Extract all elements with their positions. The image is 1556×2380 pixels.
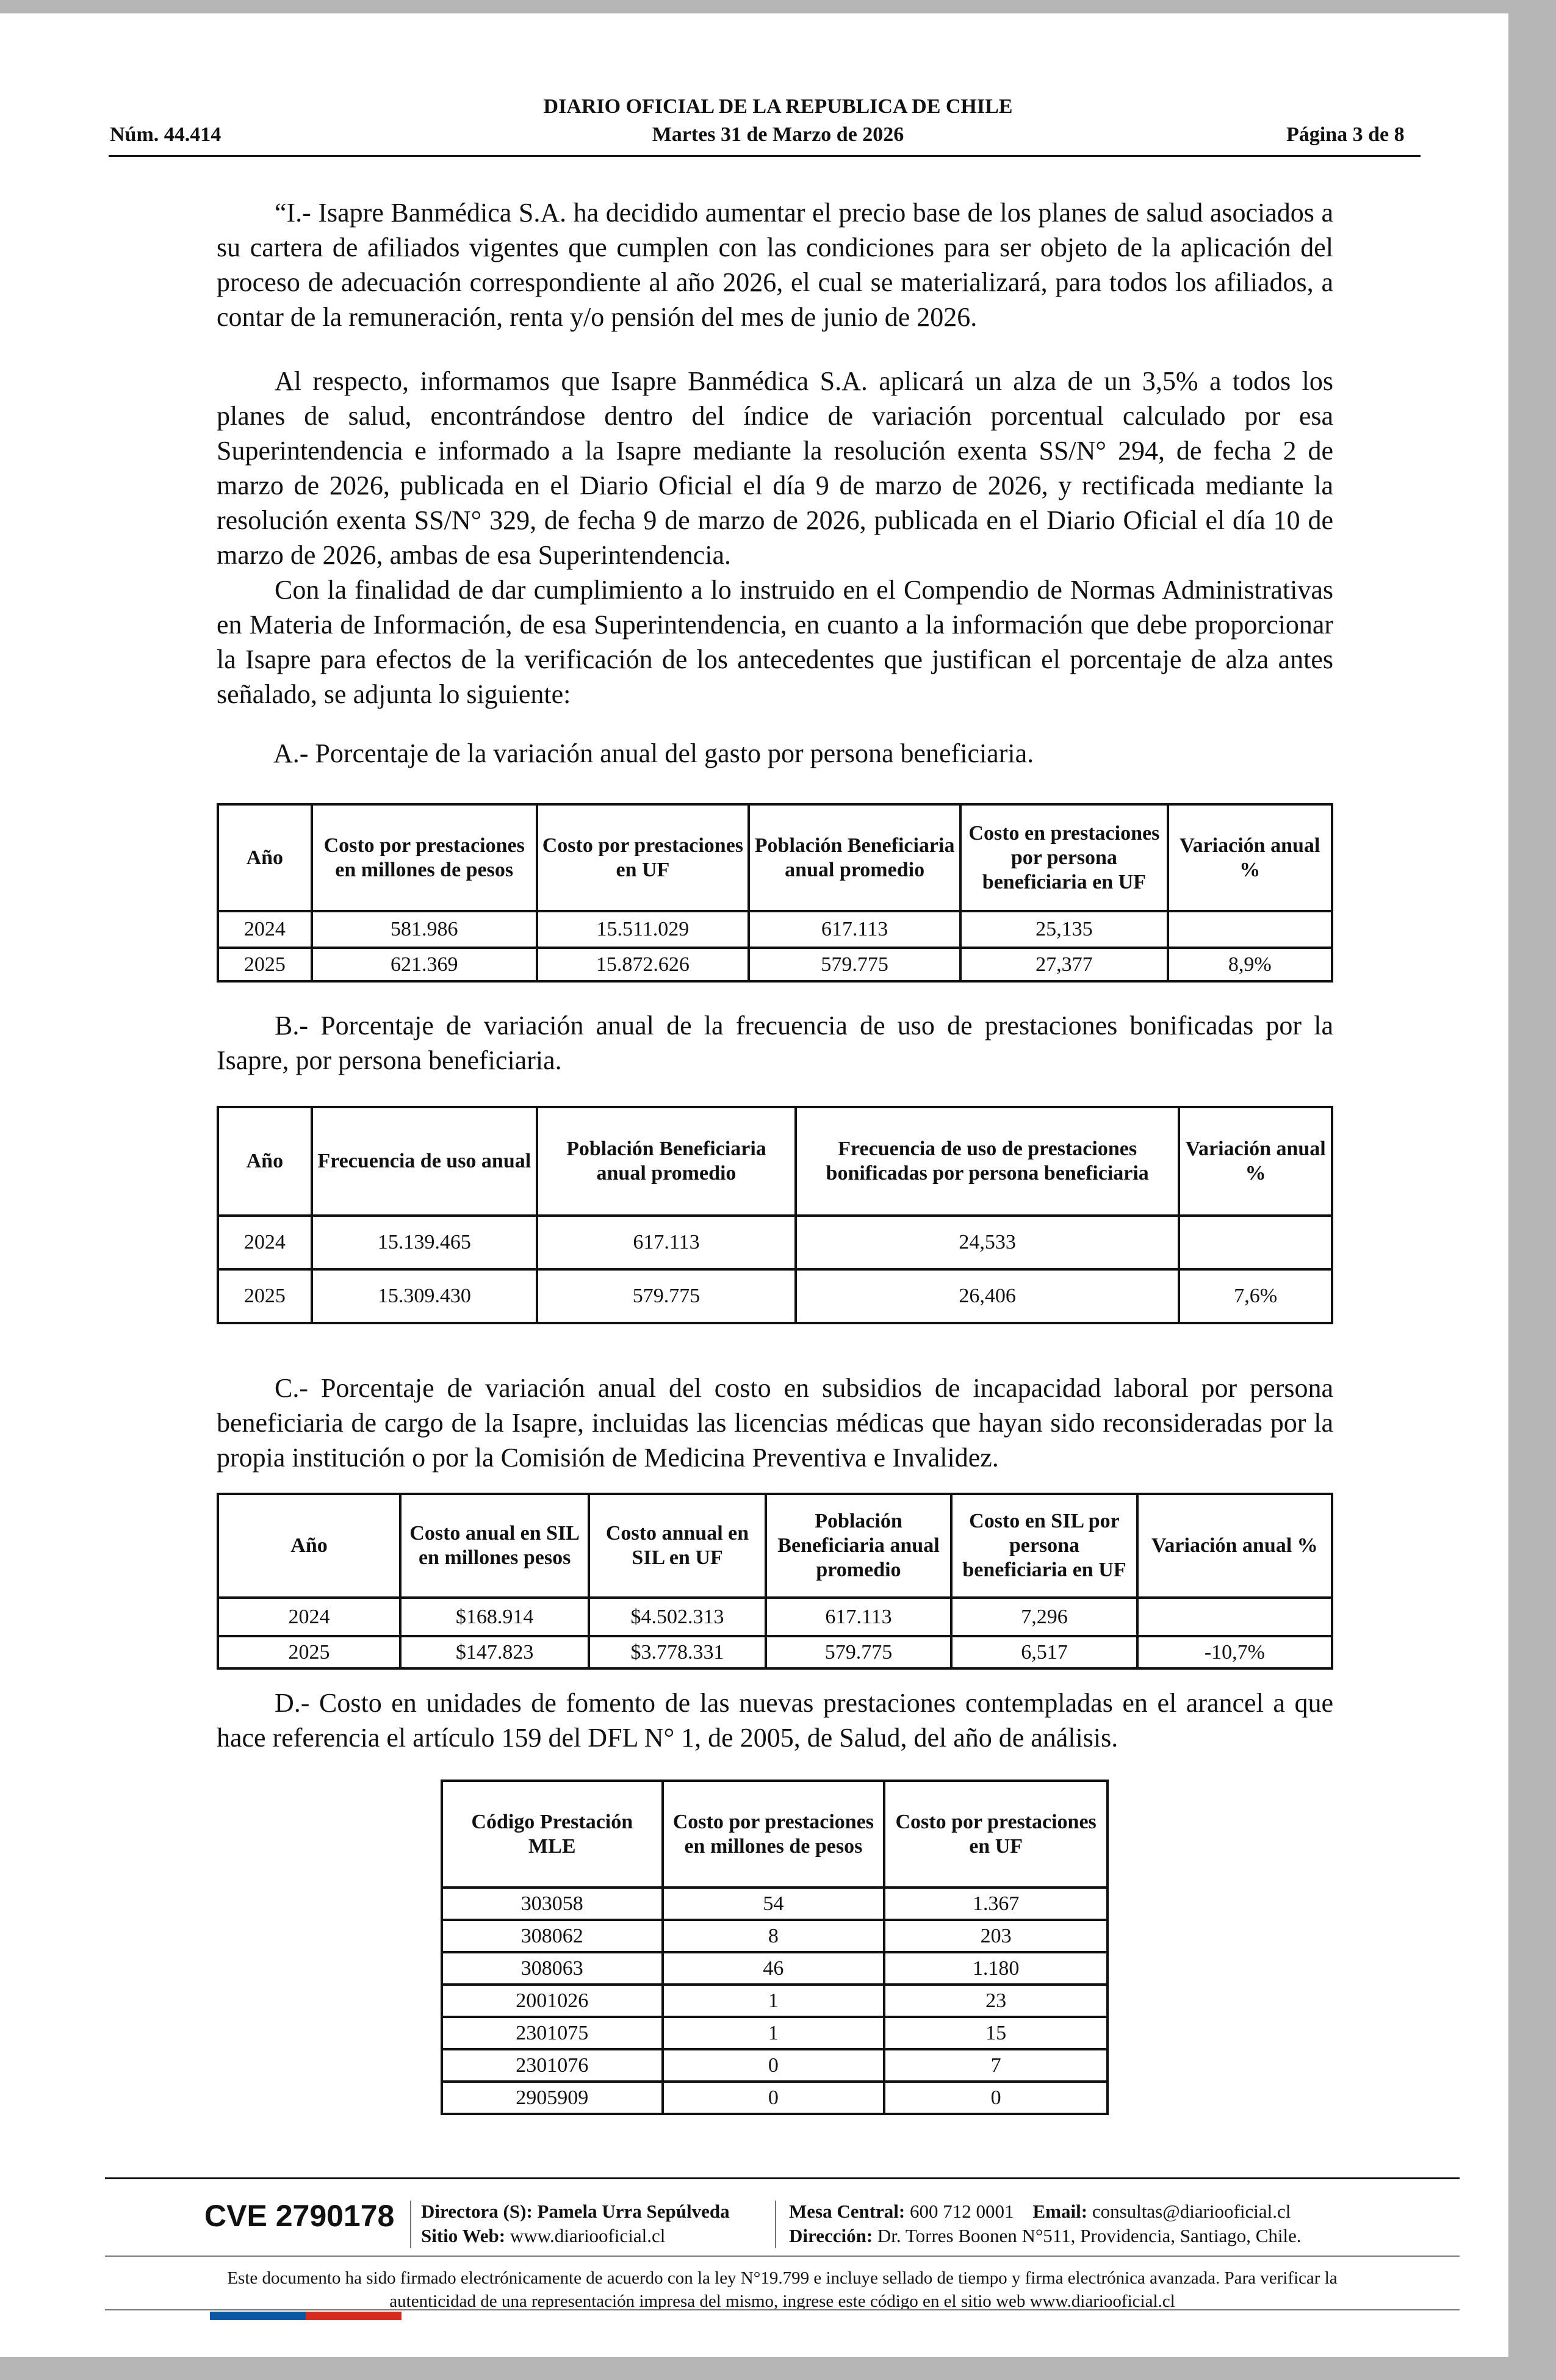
web-link[interactable]: www.diariooficial.cl: [510, 2225, 666, 2246]
section-b-heading: B.- Porcentaje de variación anual de la frecuencia de uso de prestaciones bonificadas por la Isapre, por persona beneficiaria.: [217, 1011, 1333, 1075]
table-d-header: Código Prestación MLE: [442, 1781, 663, 1888]
table-cell: 1.367: [884, 1888, 1108, 1920]
table-cell: 617.113: [766, 1598, 951, 1636]
table-cell: 0: [663, 2049, 885, 2082]
table-b-header: Frecuencia de uso anual: [312, 1107, 537, 1216]
director-label: Directora (S):: [421, 2201, 533, 2222]
header-rule: [109, 155, 1421, 157]
table-cell: 15.511.029: [537, 911, 749, 948]
table-cell: 15: [884, 2017, 1108, 2049]
footer-rule-middle: [105, 2256, 1460, 2257]
table-d-header: Costo por prestaciones en UF: [884, 1781, 1108, 1888]
table-row: [218, 1598, 1332, 1636]
paragraph-1-text: “I.- Isapre Banmédica S.A. ha decidido aumentar el precio base de los planes de salud asociados a su cartera de afiliados vigentes que cumplen con las condiciones para ser objeto de la aplicación del proceso de adecuación correspondiente al año 2026, el cual se materializará, para todos los afiliados, a contar de la remuneración, renta y/o pensión del mes de junio de 2026.: [217, 198, 1333, 332]
table-cell: 15.309.430: [312, 1269, 537, 1323]
table-a-header: Costo por prestaciones en UF: [537, 804, 749, 911]
table-cell: 24,533: [796, 1216, 1179, 1269]
page-number: Página 3 de 8: [1286, 123, 1405, 146]
address-value: Dr. Torres Boonen N°511, Providencia, Santiago, Chile.: [877, 2225, 1302, 2246]
table-cell: 26,406: [796, 1269, 1179, 1323]
table-cell: 46: [663, 1952, 885, 1985]
table-cell: 0: [884, 2082, 1108, 2114]
table-a-header: Población Beneficiaria anual promedio: [749, 804, 960, 911]
table-cell: 308063: [442, 1952, 663, 1985]
table-row: [442, 1920, 1108, 1952]
table-cell: $3.778.331: [589, 1636, 765, 1668]
table-cell: 6,517: [951, 1636, 1137, 1668]
director-line: [421, 2199, 730, 2224]
contact-line: [789, 2199, 1291, 2224]
flag-stripe-red: [306, 2312, 402, 2320]
table-row: [442, 1952, 1108, 1985]
table-cell: [1179, 1216, 1332, 1269]
table-a-header: Año: [218, 804, 312, 911]
address-label: Dirección:: [789, 2225, 873, 2246]
table-cell: 303058: [442, 1888, 663, 1920]
table-cell: 579.775: [537, 1269, 796, 1323]
table-b: [217, 1106, 1333, 1324]
table-c-header: Costo anual en SIL en millones pesos: [400, 1494, 589, 1598]
table-cell: 25,135: [960, 911, 1167, 948]
table-cell: 7,296: [951, 1598, 1137, 1636]
table-b-header: Frecuencia de uso de prestaciones bonificadas por persona beneficiaria: [796, 1107, 1179, 1216]
table-row: [218, 948, 1332, 981]
table-cell: $147.823: [400, 1636, 589, 1668]
publication-date: Martes 31 de Marzo de 2026: [652, 123, 904, 146]
table-row: [218, 1216, 1332, 1269]
table-row: [442, 2049, 1108, 2082]
table-cell: 23: [884, 1985, 1108, 2017]
table-c-header: Costo en SIL por persona beneficiaria en UF: [951, 1494, 1137, 1598]
table-cell: 2001026: [442, 1985, 663, 2017]
publication-title: DIARIO OFICIAL DE LA REPUBLICA DE CHILE: [543, 95, 1013, 118]
table-cell: 581.986: [312, 911, 537, 948]
flag-stripe-blue: [210, 2312, 306, 2320]
table-row: [218, 1269, 1332, 1323]
table-cell: 579.775: [766, 1636, 951, 1668]
section-b-heading-block: [217, 1008, 1333, 1078]
cve-code: CVE 2790178: [204, 2199, 395, 2233]
table-cell: 2025: [218, 1269, 312, 1323]
table-cell: $168.914: [400, 1598, 589, 1636]
table-cell: 2025: [218, 948, 312, 981]
table-cell: 15.139.465: [312, 1216, 537, 1269]
table-cell: 617.113: [749, 911, 960, 948]
table-b-header: Variación anual %: [1179, 1107, 1332, 1216]
footer-separator: [410, 2201, 411, 2248]
table-cell: 0: [663, 2082, 885, 2114]
phone-value: 600 712 0001: [910, 2201, 1014, 2222]
table-cell: 2905909: [442, 2082, 663, 2114]
table-cell: [1137, 1598, 1332, 1636]
footer-separator: [775, 2201, 776, 2248]
table-cell: 2301075: [442, 2017, 663, 2049]
section-c-heading: C.- Porcentaje de variación anual del costo en subsidios de incapacidad laboral por persona beneficiaria de cargo de la Isapre, incluidas las licencias médicas que hayan sido reconsideradas por la propia institución o por la Comisión de Medicina Preventiva e Invalidez.: [217, 1373, 1333, 1473]
table-cell: 2301076: [442, 2049, 663, 2082]
paragraph-3-text: Con la finalidad de dar cumplimiento a lo instruido en el Compendio de Normas Administrativas en Materia de Información, de esa Superintendencia, en cuanto a la información que debe proporcionar la Isapre para efectos de la verificación de los antecedentes que justifican el porcentaje de alza antes señalado, se adjunta lo siguiente:: [217, 575, 1333, 709]
table-a-header: Costo por prestaciones en millones de pesos: [312, 804, 537, 911]
web-label: Sitio Web:: [421, 2225, 506, 2246]
email-label: Email:: [1032, 2201, 1088, 2222]
table-cell: 621.369: [312, 948, 537, 981]
footer-rule-bottom: [105, 2309, 1460, 2310]
issue-number: Núm. 44.414: [110, 123, 222, 146]
table-cell: 8,9%: [1168, 948, 1332, 981]
section-a-heading: A.- Porcentaje de la variación anual del gasto por persona beneficiaria.: [273, 738, 1034, 768]
table-row: [442, 1888, 1108, 1920]
table-a-header: Variación anual %: [1168, 804, 1332, 911]
table-cell: 2024: [218, 1598, 400, 1636]
table-row: [218, 911, 1332, 948]
table-row: [218, 1636, 1332, 1668]
table-cell: 1: [663, 1985, 885, 2017]
table-cell: [1168, 911, 1332, 948]
director-name: Pamela Urra Sepúlveda: [537, 2201, 730, 2222]
section-d-heading-block: [217, 1686, 1333, 1755]
table-cell: 308062: [442, 1920, 663, 1952]
table-c-header: Costo annual en SIL en UF: [589, 1494, 765, 1598]
table-cell: 15.872.626: [537, 948, 749, 981]
table-cell: 54: [663, 1888, 885, 1920]
table-cell: 2025: [218, 1636, 400, 1668]
table-cell: 7,6%: [1179, 1269, 1332, 1323]
web-line: [421, 2224, 665, 2248]
table-cell: 27,377: [960, 948, 1167, 981]
phone-label: Mesa Central:: [789, 2201, 906, 2222]
table-d: [441, 1780, 1109, 2115]
table-cell: $4.502.313: [589, 1598, 765, 1636]
address-line: [789, 2224, 1302, 2248]
table-a: [217, 803, 1333, 983]
table-row: [442, 2082, 1108, 2114]
section-d-heading: D.- Costo en unidades de fomento de las nuevas prestaciones contempladas en el arancel a que hace referencia el artículo 159 del DFL N° 1, de 2005, de Salud, del año de análisis.: [217, 1688, 1333, 1753]
footer-rule-top: [105, 2177, 1460, 2179]
table-cell: 2024: [218, 1216, 312, 1269]
paragraph-1: [217, 195, 1333, 334]
paragraph-2-3: [217, 364, 1333, 712]
email-link[interactable]: consultas@diariooficial.cl: [1092, 2201, 1291, 2222]
table-cell: 579.775: [749, 948, 960, 981]
paragraph-2-text: Al respecto, informamos que Isapre Banmédica S.A. aplicará un alza de un 3,5% a todos los planes de salud, encontrándose dentro del índice de variación porcentual calculado por esa Superintendencia e informado a la Isapre mediante la resolución exenta SS/N° 294, de fecha 2 de marzo de 2026, publicada en el Diario Oficial el día 9 de marzo de 2026, y rectificada mediante la resolución exenta SS/N° 329, de fecha 9 de marzo de 2026, publicada en el Diario Oficial el día 10 de marzo de 2026, ambas de esa Superintendencia.: [217, 366, 1333, 570]
signature-notice: Este documento ha sido firmado electrónicamente de acuerdo con la ley N°19.799 e incluye sellado de tiempo y firma electrónica avanzada. Para verificar la autenticidad de una representación impresa del mismo, ingrese este código en el sitio web www.diariooficial.cl: [227, 2268, 1338, 2311]
table-c-header: Variación anual %: [1137, 1494, 1332, 1598]
table-c-header: Población Beneficiaria anual promedio: [766, 1494, 951, 1598]
table-cell: -10,7%: [1137, 1636, 1332, 1668]
table-b-header: Población Beneficiaria anual promedio: [537, 1107, 796, 1216]
table-cell: 203: [884, 1920, 1108, 1952]
table-row: [442, 1985, 1108, 2017]
document-page: [0, 13, 1508, 2357]
table-cell: 617.113: [537, 1216, 796, 1269]
table-cell: 8: [663, 1920, 885, 1952]
table-row: [442, 2017, 1108, 2049]
table-d-header: Costo por prestaciones en millones de pesos: [663, 1781, 885, 1888]
table-cell: 1: [663, 2017, 885, 2049]
table-c: [217, 1493, 1333, 1670]
table-cell: 1.180: [884, 1952, 1108, 1985]
table-cell: 2024: [218, 911, 312, 948]
table-c-header: Año: [218, 1494, 400, 1598]
table-a-header: Costo en prestaciones por persona beneficiaria en UF: [960, 804, 1167, 911]
table-b-header: Año: [218, 1107, 312, 1216]
section-c-heading-block: [217, 1371, 1333, 1475]
table-cell: 7: [884, 2049, 1108, 2082]
